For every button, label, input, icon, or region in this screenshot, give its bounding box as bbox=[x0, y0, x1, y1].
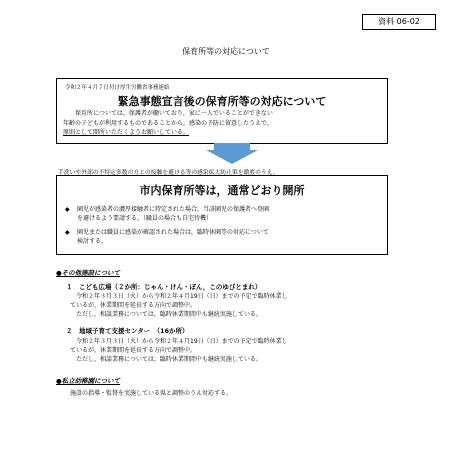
item-1-line-3: ただし，相談業務については，臨時休業期間中も継続実施している。 bbox=[76, 311, 262, 318]
down-arrow-icon bbox=[206, 150, 258, 164]
item-2-title: ２ 地域子育て支援センター （16か所） bbox=[66, 327, 189, 335]
city-headline: 市内保育所等は，通常どおり開所 bbox=[139, 184, 305, 197]
item-1-title: １ こども広場（２か所：じゃん・けん・ぽん，このゆびとまれ） bbox=[66, 283, 262, 291]
notice-box bbox=[56, 78, 388, 144]
item-1-line-1: 令和２年３月３日（火）から令和２年４月19日（日）までの予定で臨時休業し bbox=[76, 293, 288, 300]
notice-line-2: 年齢の子どもが利用するものであることから，感染の予防に留意したうえで， bbox=[63, 119, 273, 127]
bullet-item-1 bbox=[65, 205, 377, 223]
lead-text: 手洗いや外部の不特定多数の方との接触を避ける等の感染拡大防止策を徹底のうえ， bbox=[58, 170, 279, 176]
diamond-bullet-icon: ◆ bbox=[65, 229, 70, 236]
item-2-line-2: ているが，休業期間を延長する方向で調整中。 bbox=[70, 347, 197, 354]
bullet-item-2 bbox=[65, 228, 377, 246]
section-heading-other: ●その他施設について bbox=[56, 269, 121, 277]
notice-headline: 緊急事態宣言後の保育所等の対応について bbox=[117, 95, 327, 108]
item-2-line-1: 令和２年３月３日（火）から令和２年４月19日（日）までの予定で臨時休業し bbox=[76, 338, 288, 345]
item-1-line-2: ているが，休業期間を延長する方向で調整中。 bbox=[70, 302, 197, 309]
notice-paragraph bbox=[63, 109, 381, 138]
notice-line-1: 保育所については，保護者が働いており，家に一人でいることができない bbox=[75, 110, 273, 117]
kindergarten-line-1: 施設の指導・監督を実施している県と調整のうえ対応する。 bbox=[70, 390, 233, 397]
notice-source: 令和２年４月７日付け厚生労働省事務連絡 bbox=[65, 85, 170, 91]
bullet-2-line-1: 園児または職員に感染が確認された場合は，臨時休園等の対応について bbox=[77, 229, 269, 236]
notice-line-3: 原則として開所いただくようお願いしている。 bbox=[63, 129, 190, 136]
document-id-box: 資料 06-02 bbox=[362, 14, 436, 30]
city-policy-box bbox=[56, 175, 388, 255]
diamond-bullet-icon: ◆ bbox=[65, 206, 70, 213]
section-heading-kindergarten: ●私立幼稚園について bbox=[56, 377, 121, 385]
bullet-2-line-2: 検討する。 bbox=[77, 238, 108, 245]
bullet-1-line-1: 園児が感染者の濃厚接触者に特定された場合，当該園児の保護者へ登園 bbox=[77, 206, 270, 213]
page-title: 保育所等の対応について bbox=[182, 47, 270, 56]
item-2-line-3: ただし，相談業務については，臨時休業期間中も継続実施している。 bbox=[76, 356, 262, 363]
bullet-1-line-2: を避けるよう要請する。（職員の場合も自宅待機） bbox=[77, 215, 213, 222]
